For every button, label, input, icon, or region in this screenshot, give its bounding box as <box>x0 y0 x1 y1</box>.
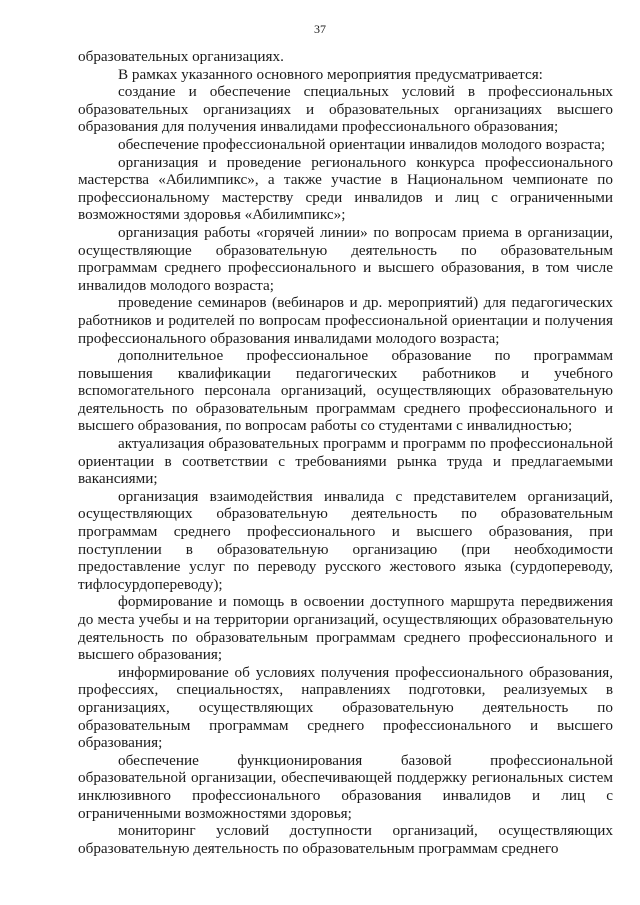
list-item-interaction: организация взаимодействия инвалида с представителем организаций, осуществляющих образовательную деятельность по образовательным программам среднего профессионального и высшего образования, при поступлении в образовательную организацию (при необходимости предоставление услуг по переводу русского жестового языка (сурдопереводу, тифлосурдопереводу); <box>78 487 613 593</box>
list-item-additional-education: дополнительное профессиональное образование по программам повышения квалификации педагогических работников и учебного вспомогательного персонала организаций, осуществляющих образовательную деятельность по образовательным программам среднего профессионального и высшего образования, по вопросам работы со студентами с инвалидностью; <box>78 347 613 435</box>
list-item-special-conditions: создание и обеспечение специальных условий в профессиональных образовательных организациях и образовательных организациях высшего образования для получения инвалидами профессионального образования; <box>78 83 613 136</box>
list-item-route: формирование и помощь в освоении доступного маршрута передвижения до места учебы и на территории организаций, осуществляющих образовательную деятельность по образовательным программам среднего профессионального и высшего образования; <box>78 593 613 664</box>
list-item-hotline: организация работы «горячей линии» по вопросам приема в организации, осуществляющие образовательную деятельность по образовательным программам среднего профессионального и высшего образования, в том числе инвалидов молодого возраста; <box>78 223 613 294</box>
page-number: 37 <box>314 22 326 36</box>
document-body <box>78 48 613 857</box>
list-item-monitoring: мониторинг условий доступности организаций, осуществляющих образовательную деятельность по образовательным программам среднего <box>78 822 613 857</box>
list-item-abilympics: организация и проведение регионального конкурса профессионального мастерства «Абилимпикс», а также участие в Национальном чемпионате по профессиональному мастерству среди инвалидов и лиц с ограниченными возможностями здоровья «Абилимпикс»; <box>78 153 613 224</box>
paragraph-continuation: образовательных организациях. <box>78 48 284 65</box>
paragraph-intro: В рамках указанного основного мероприятия предусматривается: <box>118 65 543 83</box>
list-item-informing: информирование об условиях получения профессионального образования, профессиях, специальностях, направлениях подготовки, реализуемых в организациях, осуществляющих образовательную деятельность по образовательным программам среднего профессионального и высшего образования; <box>78 663 613 752</box>
list-item-base-organization: обеспечение функционирования базовой профессиональной образовательной организации, обеспечивающей поддержку региональных систем инклюзивного профессионального образования инвалидов и лиц с ограниченными возможностями здоровья; <box>78 751 613 822</box>
list-item-career-guidance: обеспечение профессиональной ориентации инвалидов молодого возраста; <box>118 135 606 153</box>
list-item-seminars: проведение семинаров (вебинаров и др. мероприятий) для педагогических работников и родителей по вопросам профессиональной ориентации и получения профессионального образования инвалидами молодого возраста; <box>78 294 613 347</box>
list-item-program-update: актуализация образовательных программ и программ по профессиональной ориентации в соответствии с требованиями рынка труда и предлагаемыми вакансиями; <box>78 435 613 488</box>
